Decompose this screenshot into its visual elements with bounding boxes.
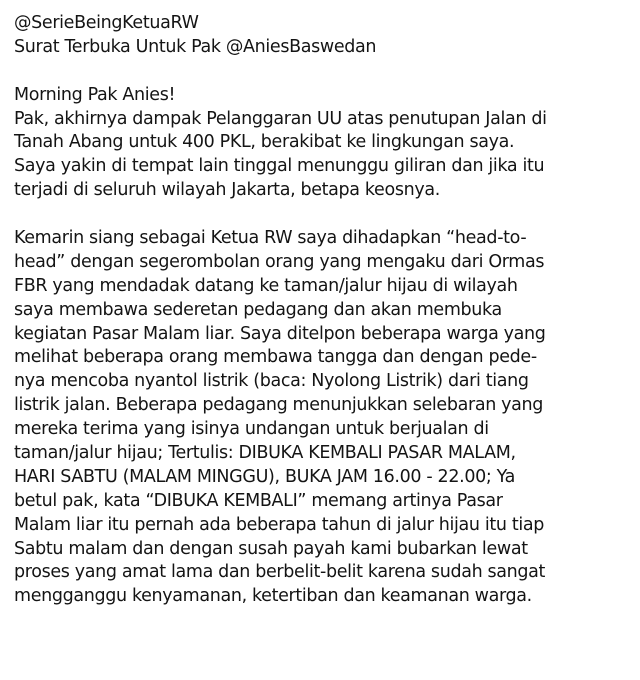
paragraph-line: taman/jalur hijau; Tertulis: DIBUKA KEMBALI PASAR MALAM, bbox=[14, 443, 516, 464]
paragraph-gap bbox=[14, 60, 640, 84]
paragraph-line: head” dengan segerombolan orang yang mengaku dari Ormas bbox=[14, 251, 545, 272]
paragraph-line: Kemarin siang sebagai Ketua RW saya dihadapkan “head-to- bbox=[14, 228, 527, 249]
greeting-line: Morning Pak Anies! bbox=[14, 84, 176, 105]
paragraph-line: mereka terima yang isinya undangan untuk berjualan di bbox=[14, 419, 489, 440]
paragraph-line: mengganggu kenyamanan, ketertiban dan keamanan warga. bbox=[14, 586, 532, 607]
paragraph-line: Saya yakin di tempat lain tinggal menunggu giliran dan jika itu bbox=[14, 156, 545, 177]
open-letter-document bbox=[14, 12, 640, 609]
paragraph-line: Malam liar itu pernah ada beberapa tahun di jalur hijau itu tiap bbox=[14, 514, 544, 535]
paragraph-line: listrik jalan. Beberapa pedagang menunjukkan selebaran yang bbox=[14, 395, 544, 416]
paragraph-gap bbox=[14, 203, 640, 227]
paragraph-line: Tanah Abang untuk 400 PKL, berakibat ke lingkungan saya. bbox=[14, 132, 515, 153]
paragraph-line: Pak, akhirnya dampak Pelanggaran UU atas penutupan Jalan di bbox=[14, 108, 547, 129]
paragraph-1 bbox=[14, 108, 640, 204]
paragraph-line: Sabtu malam dan dengan susah payah kami bubarkan lewat bbox=[14, 538, 528, 559]
paragraph-2 bbox=[14, 227, 640, 609]
paragraph-line: kegiatan Pasar Malam liar. Saya ditelpon beberapa warga yang bbox=[14, 323, 546, 344]
paragraph-line: saya membawa sederetan pedagang dan akan membuka bbox=[14, 299, 502, 320]
paragraph-line: nya mencoba nyantol listrik (baca: Nyolong Listrik) dari tiang bbox=[14, 371, 529, 392]
paragraph-line: melihat beberapa orang membawa tangga dan dengan pede- bbox=[14, 347, 537, 368]
author-handle: @SerieBeingKetuaRW bbox=[14, 13, 199, 33]
paragraph-line: proses yang amat lama dan berbelit-belit karena sudah sangat bbox=[14, 562, 546, 583]
paragraph-line: FBR yang mendadak datang ke taman/jalur hijau di wilayah bbox=[14, 275, 518, 296]
paragraph-line: terjadi di seluruh wilayah Jakarta, betapa keosnya. bbox=[14, 180, 440, 201]
paragraph-line: betul pak, kata “DIBUKA KEMBALI” memang artinya Pasar bbox=[14, 490, 503, 511]
paragraph-line: HARI SABTU (MALAM MINGGU), BUKA JAM 16.00 - 22.00; Ya bbox=[14, 466, 515, 487]
letter-subtitle: Surat Terbuka Untuk Pak @AniesBaswedan bbox=[14, 36, 377, 57]
